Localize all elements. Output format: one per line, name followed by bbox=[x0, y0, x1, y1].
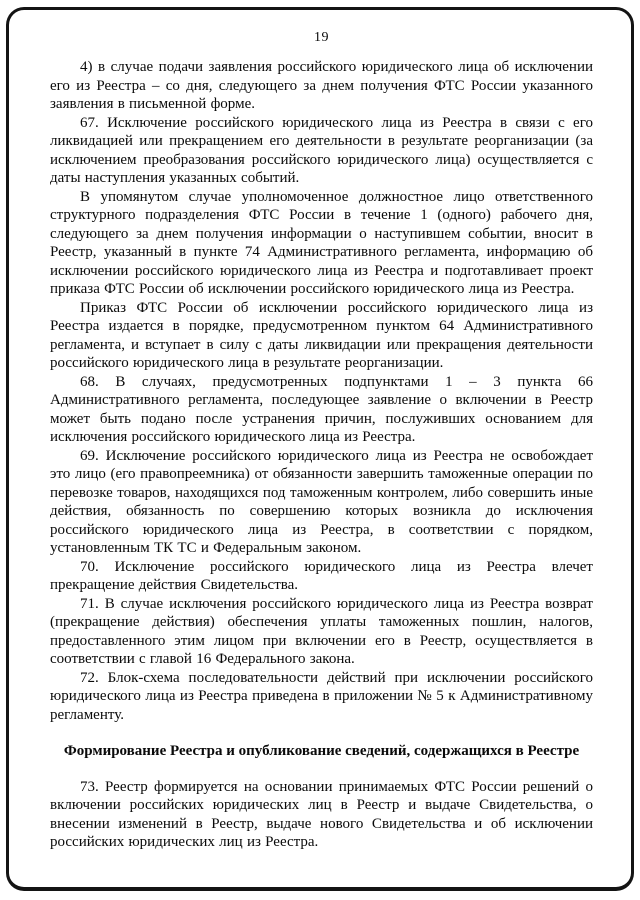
page-number: 19 bbox=[314, 30, 329, 45]
paragraph: 68. В случаях, предусмотренных подпунктами 1 – 3 пункта 66 Административного регламента, последующее заявление о включении в Реестр может быть подано после устранения причин, послуживших основанием для исключения российского юридического лица из Реестра. bbox=[50, 373, 593, 445]
paragraph: 69. Исключение российского юридического лица из Реестра не освобождает это лицо (его правопреемника) от обязанности завершить таможенные операции по перевозке товаров, находящихся под таможенным контролем, либо совершить иные действия, обязанность по совершению которых возникла до исключения российского юридического лица из Реестра, в соответствии с порядком, установленным ТК ТС и Федеральным законом. bbox=[50, 447, 593, 556]
paragraph: Приказ ФТС России об исключении российского юридического лица из Реестра издается в порядке, предусмотренном пунктом 64 Административного регламента, и вступает в силу с даты ликвидации или прекращения деятельности российского юридического лица в результате реорганизации. bbox=[50, 299, 593, 371]
paragraph: 71. В случае исключения российского юридического лица из Реестра возврат (прекращение действия) обеспечения уплаты таможенных пошлин, налогов, предоставленного этим лицом при включении его в Реестр, осуществляется в соответствии с главой 16 Федерального закона. bbox=[50, 595, 593, 667]
paragraph: 72. Блок-схема последовательности действий при исключении российского юридического лица из Реестра приведена в приложении № 5 к Административному регламенту. bbox=[50, 669, 593, 723]
paragraph: 4) в случае подачи заявления российского юридического лица об исключении его из Реестра – со дня, следующего за днем получения ФТС России указанного заявления в письменной форме. bbox=[50, 59, 593, 112]
page-content bbox=[50, 30, 593, 852]
section-heading: Формирование Реестра и опубликование сведений, содержащихся в Реестре bbox=[63, 743, 580, 759]
paragraph: В упомянутом случае уполномоченное должностное лицо ответственного структурного подразделения ФТС России в течение 1 (одного) рабочего дня, следующего за днем получения информации о наступившем событии, вносит в Реестр, указанный в пункте 74 Административного регламента, информацию об исключении российского юридического лица из Реестра и подготавливает проект приказа ФТС России об исключении российского юридического лица из Реестра. bbox=[50, 188, 593, 297]
paragraph: 70. Исключение российского юридического лица из Реестра влечет прекращение действия Свидетельства. bbox=[50, 558, 593, 593]
paragraph: 67. Исключение российского юридического лица из Реестра в связи с его ликвидацией или прекращением его деятельности в результате реорганизации (за исключением преобразования российского юридического лица) осуществляется с даты наступления указанных событий. bbox=[50, 114, 593, 186]
paragraph: 73. Реестр формируется на основании принимаемых ФТС России решений о включении российских юридических лиц в Реестр и выдаче Свидетельства, о внесении изменений в Реестр, выдаче нового Свидетельства и об исключении российских юридических лиц из Реестра. bbox=[50, 778, 593, 850]
